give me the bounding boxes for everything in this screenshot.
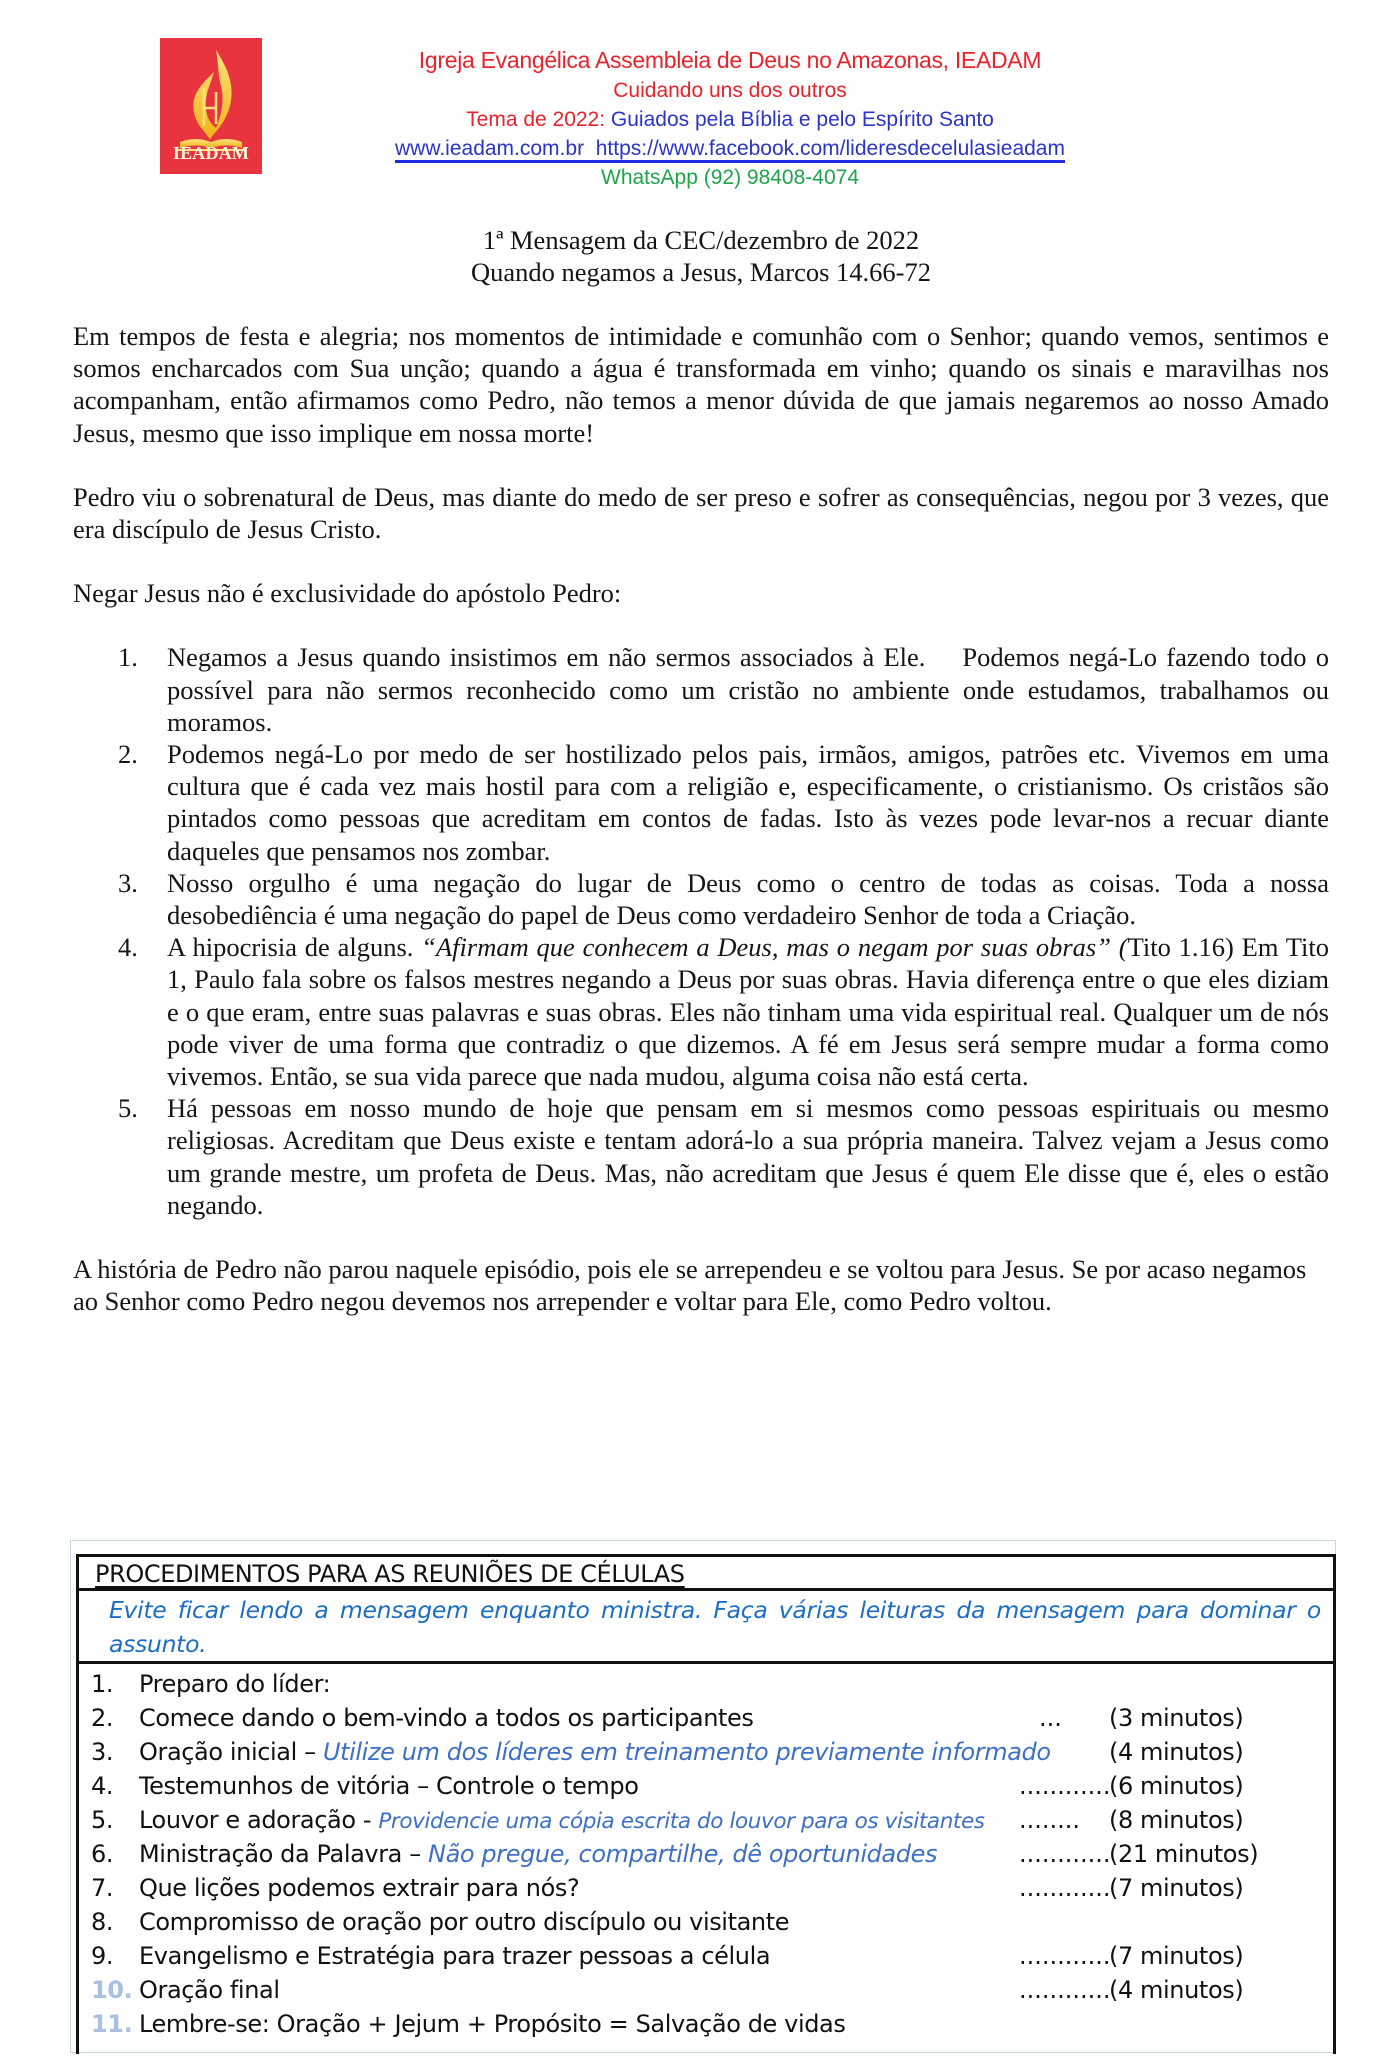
- procedure-item: 1. Preparo do líder:: [91, 1670, 331, 1698]
- point-text: Podemos negá-Lo por medo de ser hostilizado pelos pais, irmãos, amigos, patrões etc. Vivemos em uma cultura que é cada vez mais hostil para com a religião e, especificamente, o cristianismo. Os cristãos são pintados como pessoas que acreditam em contos de fadas. Isto às vezes pode levar-nos a recuar diante daqueles que pensamos nos zombar.: [167, 739, 1329, 866]
- message-body: [73, 224, 1336, 1317]
- links-line: [300, 134, 1160, 163]
- denial-points-list: [73, 641, 1336, 1221]
- list-item: 3. Nosso orgulho é uma negação do lugar de Deus como o centro de todas as coisas. Toda a nossa desobediência é uma negação do papel de Deus como verdadeiro Senhor de toda a Criação.: [118, 867, 1329, 931]
- message-subtitle: Quando negamos a Jesus, Marcos 14.66-72: [471, 257, 931, 287]
- list-item: 1. Negamos a Jesus quando insistimos em não sermos associados à Ele. Podemos negá-Lo fazendo todo o possível para não sermos reconhecido como um cristão no ambiente onde estudamos, trabalhamos ou moramos.: [118, 642, 1336, 737]
- website-links[interactable]: www.ieadam.com.br https://www.facebook.com/lideresdecelulasieadam: [395, 137, 1065, 163]
- procedure-item: 4. Testemunhos de vitória – Controle o tempo ............ (6 minutos): [79, 1769, 1333, 1803]
- duration: (3 minutos): [1109, 1704, 1244, 1732]
- scripture-quote: “Afirmam que conhecem a Deus, mas o negam por suas obras” (: [421, 932, 1128, 963]
- list-item: 2. Podemos negá-Lo por medo de ser hostilizado pelos pais, irmãos, amigos, patrões etc. Vivemos em uma cultura que é cada vez mais hostil para com a religião e, especificamente, o cristianismo. Os cristãos são pintados como pessoas que acreditam em contos de fadas. Isto às vezes pode levar-nos a recuar diante daqueles que pensamos nos zombar.: [118, 739, 1329, 866]
- procedure-item: 11. Lembre-se: Oração + Jejum + Propósito = Salvação de vidas: [91, 2010, 846, 2038]
- duration: (7 minutos): [1109, 1874, 1244, 1902]
- list-item: 5. Há pessoas em nosso mundo de hoje que pensam em si mesmos como pessoas espirituais ou mesmo religiosas. Acreditam que Deus existe e tentam adorá-lo a sua própria maneira. Talvez vejam a Jesus como um grande mestre, um profeta de Deus. Mas, não acreditam que Jesus é quem Ele disse que é, eles o estão negando.: [118, 1093, 1329, 1220]
- procedure-item: 8. Compromisso de oração por outro discípulo ou visitante: [91, 1908, 790, 1936]
- list-intro: Negar Jesus não é exclusividade do apóstolo Pedro:: [73, 578, 622, 609]
- church-info: [300, 44, 1160, 192]
- motto: Cuidando uns dos outros: [613, 79, 847, 102]
- duration: (4 minutos): [1109, 1976, 1244, 2004]
- duration: (21 minutos): [1109, 1840, 1259, 1868]
- procedures-note: Evite ficar lendo a mensagem enquanto ministra. Faça várias leituras da mensagem para dominar o assunto.: [79, 1591, 1333, 1664]
- church-name: Igreja Evangélica Assembleia de Deus no Amazonas, IEADAM: [418, 47, 1042, 73]
- point-text: Nosso orgulho é uma negação do lugar de Deus como o centro de todas as coisas. Toda a nossa desobediência é uma negação do papel de Deus como verdadeiro Senhor de toda a Criação.: [167, 867, 1329, 931]
- procedure-item: 3. Oração inicial – Utilize um dos líderes em treinamento previamente informado (4 minutos): [79, 1735, 1333, 1769]
- procedure-hint: Providencie uma cópia escrita do louvor para os visitantes: [378, 1809, 985, 1834]
- letterhead: [0, 0, 1400, 200]
- point-text: Há pessoas em nosso mundo de hoje que pensam em si mesmos como pessoas espirituais ou mesmo religiosas. Acreditam que Deus existe e tentam adorá-lo a sua própria maneira. Talvez vejam a Jesus como um grande mestre, um profeta de Deus. Mas, não acreditam que Jesus é quem Ele disse que é, eles o estão negando.: [167, 1093, 1329, 1220]
- intro-paragraph: Em tempos de festa e alegria; nos momentos de intimidade e comunhão com o Senhor; quando vemos, sentimos e somos encharcados com Sua unção; quando a água é transformada em vinho; quando os sinais e maravilhas nos acompanham, então afirmamos como Pedro, não temos a menor dúvida de que jamais negaremos ao nosso Amado Jesus, mesmo que isso implique em nossa morte!: [73, 321, 1329, 448]
- duration: (7 minutos): [1109, 1942, 1244, 1970]
- procedure-item: 7. Que lições podemos extrair para nós? ............ (7 minutos): [79, 1871, 1333, 1905]
- theme-text: Guiados pela Bíblia e pelo Espírito Santo: [610, 108, 994, 131]
- procedure-hint: Não pregue, compartilhe, dê oportunidades: [428, 1840, 938, 1868]
- message-title: 1ª Mensagem da CEC/dezembro de 2022: [482, 225, 920, 255]
- logo-text: IEADAM: [172, 143, 250, 163]
- theme-line: [300, 105, 1160, 134]
- procedure-item: 2. Comece dando o bem-vindo a todos os participantes ... (3 minutos): [79, 1701, 1333, 1735]
- closing-paragraph: A história de Pedro não parou naquele episódio, pois ele se arrependeu e se voltou para Jesus. Se por acaso negamos ao Senhor como Pedro negou devemos nos arrepender e voltar para Ele, como Pedro voltou.: [73, 1254, 1307, 1317]
- point-text: A hipocrisia de alguns.: [167, 932, 422, 963]
- procedure-item: 9. Evangelismo e Estratégia para trazer pessoas a célula ............ (7 minutos): [79, 1939, 1333, 1973]
- pedro-paragraph: Pedro viu o sobrenatural de Deus, mas diante do medo de ser preso e sofrer as consequências, negou por 3 vezes, que era discípulo de Jesus Cristo.: [73, 481, 1329, 545]
- procedures-list: [79, 1664, 1333, 2041]
- duration: (6 minutos): [1109, 1772, 1244, 1800]
- duration: (4 minutos): [1109, 1738, 1244, 1766]
- procedure-hint: Utilize um dos líderes em treinamento previamente informado: [322, 1738, 1051, 1766]
- procedures-table: [76, 1554, 1336, 2054]
- point-text: Negamos a Jesus quando insistimos em não sermos associados à Ele. Podemos negá-Lo fazendo todo o possível para não sermos reconhecido como um cristão no ambiente onde estudamos, trabalhamos ou moramos.: [167, 642, 1336, 737]
- theme-label: Tema de 2022:: [466, 108, 606, 131]
- list-item: 4. A hipocrisia de alguns. “Afirmam que conhecem a Deus, mas o negam por suas obras” (Tito 1.16) Em Tito 1, Paulo fala sobre os falsos mestres negando a Deus por suas obras. Havia diferença entre o que eles diziam e o que eram, entre suas palavras e suas obras. Eles não tinham uma vida espiritual real. Qualquer um de nós pode viver de uma forma que contradiz o que dizemos. A fé em Jesus será sempre mudar a forma como vivemos. Então, se sua vida parece que nada mudou, alguma coisa não está certa.: [118, 932, 1330, 1092]
- procedures-heading: PROCEDIMENTOS PARA AS REUNIÕES DE CÉLULAS: [79, 1554, 1333, 1591]
- procedure-item: 10. Oração final ............ (4 minutos): [79, 1973, 1333, 2007]
- duration: (8 minutos): [1109, 1806, 1244, 1834]
- ieadam-logo: [160, 38, 262, 174]
- procedure-item: 6. Ministração da Palavra – Não pregue, compartilhe, dê oportunidades ............ (21 minutos): [79, 1837, 1333, 1871]
- whatsapp-contact: WhatsApp (92) 98408-4074: [601, 166, 859, 189]
- point-text-cont: Tito 1.16) Em Tito 1, Paulo fala sobre os falsos mestres negando a Deus por suas obras. Havia diferença entre o que eles diziam e o que eram, entre suas palavras e suas obras. Eles não tinham uma vida espiritual real. Qualquer um de nós pode viver de uma forma que contradiz o que dizemos. A fé em Jesus será sempre mudar a forma como vivemos. Então, se sua vida parece que nada mudou, alguma coisa não está certa.: [167, 932, 1330, 1092]
- procedure-item: 5. Louvor e adoração - Providencie uma cópia escrita do louvor para os visitantes ........ (8 minutos): [79, 1803, 1333, 1837]
